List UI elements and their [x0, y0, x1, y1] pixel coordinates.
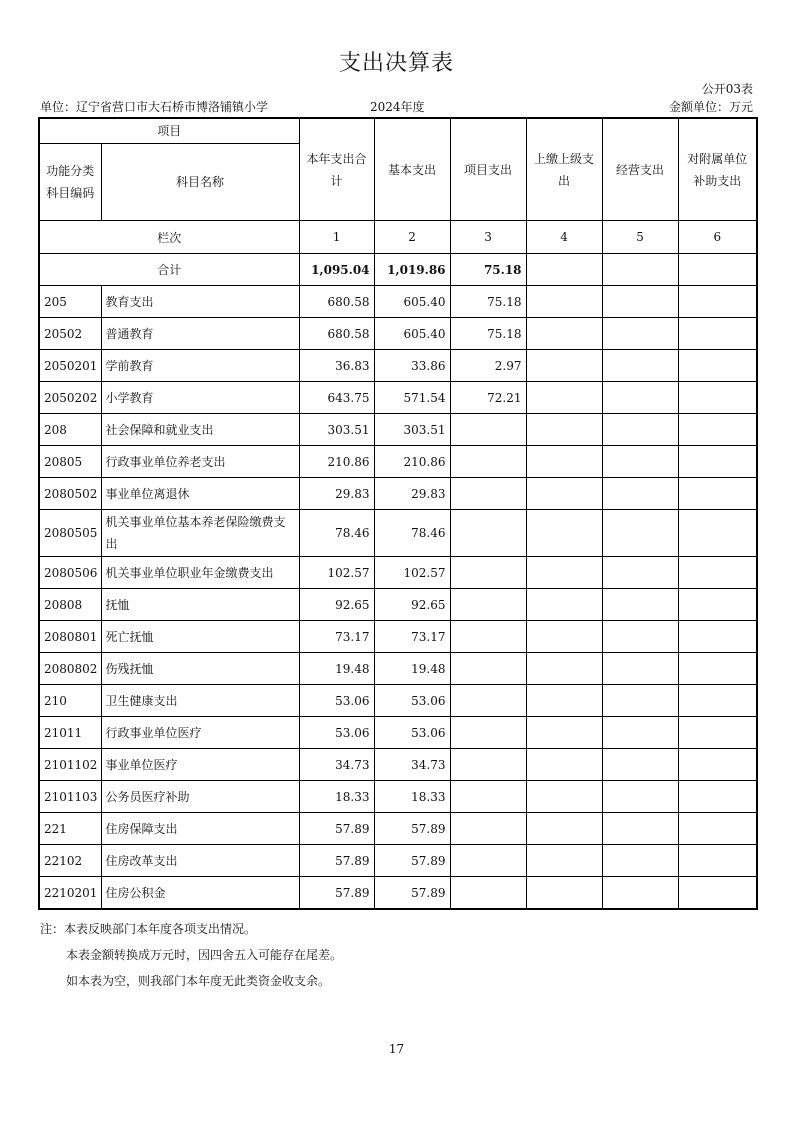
table-row — [39, 717, 757, 749]
table-row — [39, 845, 757, 877]
row-code: 21011 — [39, 717, 101, 749]
row-value — [678, 318, 757, 350]
total-value — [678, 254, 757, 286]
col-index-label: 栏次 — [39, 221, 299, 254]
row-value — [602, 781, 678, 813]
table-row — [39, 446, 757, 478]
notes — [40, 916, 342, 994]
total-value: 1,019.86 — [374, 254, 450, 286]
col-index: 1 — [299, 221, 374, 254]
row-value — [678, 877, 757, 910]
table-row — [39, 478, 757, 510]
row-value: 57.89 — [299, 845, 374, 877]
row-name: 机关事业单位职业年金缴费支出 — [101, 557, 299, 589]
table-row — [39, 877, 757, 910]
row-value: 75.18 — [450, 286, 526, 318]
col-index: 4 — [526, 221, 602, 254]
table-number: 公开03表 — [701, 82, 753, 96]
row-value — [602, 286, 678, 318]
row-value — [678, 286, 757, 318]
row-value — [678, 589, 757, 621]
row-name: 抚恤 — [101, 589, 299, 621]
row-name: 事业单位医疗 — [101, 749, 299, 781]
col-index: 2 — [374, 221, 450, 254]
table-row — [39, 813, 757, 845]
row-value — [526, 318, 602, 350]
row-value — [526, 446, 602, 478]
row-code: 2210201 — [39, 877, 101, 910]
row-value — [526, 589, 602, 621]
row-value — [678, 621, 757, 653]
row-name: 事业单位离退休 — [101, 478, 299, 510]
total-value — [526, 254, 602, 286]
row-value — [602, 813, 678, 845]
row-name: 机关事业单位基本养老保险缴费支出 — [101, 510, 299, 557]
table-row — [39, 350, 757, 382]
row-value — [526, 845, 602, 877]
row-name: 行政事业单位医疗 — [101, 717, 299, 749]
row-name: 住房改革支出 — [101, 845, 299, 877]
row-code: 2080801 — [39, 621, 101, 653]
row-code: 22102 — [39, 845, 101, 877]
total-label: 合计 — [39, 254, 299, 286]
row-value — [602, 877, 678, 910]
total-value: 75.18 — [450, 254, 526, 286]
row-value — [526, 685, 602, 717]
row-value — [602, 318, 678, 350]
table-row — [39, 510, 757, 557]
row-code: 2101102 — [39, 749, 101, 781]
col-index: 3 — [450, 221, 526, 254]
row-value: 75.18 — [450, 318, 526, 350]
row-value: 73.17 — [374, 621, 450, 653]
row-value: 78.46 — [374, 510, 450, 557]
row-name: 学前教育 — [101, 350, 299, 382]
row-value: 303.51 — [374, 414, 450, 446]
row-value — [526, 653, 602, 685]
row-code: 2080502 — [39, 478, 101, 510]
row-value — [602, 717, 678, 749]
row-value — [678, 653, 757, 685]
row-value — [526, 510, 602, 557]
money-unit-label: 金额单位：万元 — [668, 100, 753, 114]
row-value: 605.40 — [374, 286, 450, 318]
page-number: 17 — [388, 1042, 405, 1056]
row-code: 205 — [39, 286, 101, 318]
table-row — [39, 685, 757, 717]
row-value — [678, 350, 757, 382]
note: 如本表为空，则我部门本年度无此类资金收支余。 — [66, 974, 331, 988]
row-code: 2050202 — [39, 382, 101, 414]
row-value: 57.89 — [374, 845, 450, 877]
row-value — [602, 510, 678, 557]
header-col-2: 基本支出 — [374, 118, 450, 221]
table-row — [39, 382, 757, 414]
row-value: 19.48 — [374, 653, 450, 685]
row-value — [678, 510, 757, 557]
col-index: 5 — [602, 221, 678, 254]
row-value — [602, 350, 678, 382]
note: 本表金额转换成万元时，因四舍五入可能存在尾差。 — [66, 948, 343, 962]
header-item: 项目 — [39, 118, 299, 144]
row-value — [526, 382, 602, 414]
row-code: 2080506 — [39, 557, 101, 589]
row-name: 伤残抚恤 — [101, 653, 299, 685]
row-value: 18.33 — [299, 781, 374, 813]
row-code: 208 — [39, 414, 101, 446]
row-value — [450, 781, 526, 813]
row-value: 92.65 — [374, 589, 450, 621]
row-value: 29.83 — [374, 478, 450, 510]
row-value — [678, 749, 757, 781]
row-value — [450, 510, 526, 557]
row-value — [678, 845, 757, 877]
row-value: 78.46 — [299, 510, 374, 557]
total-value: 1,095.04 — [299, 254, 374, 286]
row-value — [678, 685, 757, 717]
note: 注：本表反映部门本年度各项支出情况。 — [40, 922, 257, 936]
row-value — [526, 557, 602, 589]
row-name: 社会保障和就业支出 — [101, 414, 299, 446]
row-value: 92.65 — [299, 589, 374, 621]
row-code: 210 — [39, 685, 101, 717]
row-value: 53.06 — [299, 717, 374, 749]
row-value — [526, 781, 602, 813]
header-col-4: 上缴上级支出 — [526, 118, 602, 221]
row-code: 2080505 — [39, 510, 101, 557]
row-value: 210.86 — [299, 446, 374, 478]
header-name: 科目名称 — [101, 144, 299, 221]
row-name: 住房保障支出 — [101, 813, 299, 845]
row-name: 公务员医疗补助 — [101, 781, 299, 813]
row-value: 34.73 — [374, 749, 450, 781]
row-value — [450, 557, 526, 589]
col-index: 6 — [678, 221, 757, 254]
row-value: 53.06 — [374, 717, 450, 749]
row-value: 102.57 — [299, 557, 374, 589]
row-value: 33.86 — [374, 350, 450, 382]
row-name: 教育支出 — [101, 286, 299, 318]
row-value — [526, 478, 602, 510]
row-name: 普通教育 — [101, 318, 299, 350]
row-value — [450, 414, 526, 446]
total-row — [39, 254, 757, 286]
row-value — [678, 717, 757, 749]
total-value — [602, 254, 678, 286]
row-value — [602, 589, 678, 621]
row-code: 2101103 — [39, 781, 101, 813]
header-col-1: 本年支出合计 — [299, 118, 374, 221]
row-value — [526, 749, 602, 781]
row-value — [450, 653, 526, 685]
row-code: 2080802 — [39, 653, 101, 685]
row-value: 53.06 — [299, 685, 374, 717]
row-value — [602, 685, 678, 717]
table-row — [39, 557, 757, 589]
row-value: 36.83 — [299, 350, 374, 382]
row-value — [450, 621, 526, 653]
row-value — [450, 845, 526, 877]
table-row — [39, 589, 757, 621]
page-title: 支出决算表 — [338, 51, 454, 76]
row-code: 221 — [39, 813, 101, 845]
row-value — [602, 749, 678, 781]
row-value — [678, 781, 757, 813]
row-value: 57.89 — [374, 813, 450, 845]
row-value — [450, 478, 526, 510]
row-value — [526, 877, 602, 910]
row-value: 73.17 — [299, 621, 374, 653]
row-value — [602, 845, 678, 877]
row-value: 605.40 — [374, 318, 450, 350]
row-value: 680.58 — [299, 318, 374, 350]
row-value — [450, 685, 526, 717]
year-label: 2024年度 — [370, 100, 425, 114]
row-value: 57.89 — [374, 877, 450, 910]
row-name: 住房公积金 — [101, 877, 299, 910]
row-value — [526, 717, 602, 749]
row-value: 102.57 — [374, 557, 450, 589]
row-name: 卫生健康支出 — [101, 685, 299, 717]
row-value — [450, 717, 526, 749]
row-value: 210.86 — [374, 446, 450, 478]
header-col-6: 对附属单位补助支出 — [678, 118, 757, 221]
table-row — [39, 414, 757, 446]
row-value — [526, 286, 602, 318]
expenditure-table — [38, 117, 758, 910]
row-name: 行政事业单位养老支出 — [101, 446, 299, 478]
table-row — [39, 781, 757, 813]
row-name: 死亡抚恤 — [101, 621, 299, 653]
row-value: 57.89 — [299, 877, 374, 910]
row-code: 20502 — [39, 318, 101, 350]
row-value — [526, 414, 602, 446]
row-name: 小学教育 — [101, 382, 299, 414]
row-value — [678, 813, 757, 845]
row-value — [450, 813, 526, 845]
row-value: 571.54 — [374, 382, 450, 414]
row-value — [450, 446, 526, 478]
row-value — [450, 749, 526, 781]
row-value — [602, 653, 678, 685]
row-code: 20805 — [39, 446, 101, 478]
row-value — [602, 557, 678, 589]
row-value — [602, 621, 678, 653]
row-value: 53.06 — [374, 685, 450, 717]
row-value: 34.73 — [299, 749, 374, 781]
table-row — [39, 749, 757, 781]
row-code: 2050201 — [39, 350, 101, 382]
row-value: 643.75 — [299, 382, 374, 414]
row-value — [450, 877, 526, 910]
header-code: 功能分类科目编码 — [39, 144, 101, 221]
row-value — [526, 621, 602, 653]
row-value — [602, 478, 678, 510]
row-value — [678, 557, 757, 589]
row-value — [526, 350, 602, 382]
row-value: 2.97 — [450, 350, 526, 382]
row-value — [678, 382, 757, 414]
row-value: 72.21 — [450, 382, 526, 414]
row-value — [678, 478, 757, 510]
table-row — [39, 318, 757, 350]
table-row — [39, 286, 757, 318]
row-value: 57.89 — [299, 813, 374, 845]
row-value — [450, 589, 526, 621]
row-value — [678, 414, 757, 446]
row-code: 20808 — [39, 589, 101, 621]
row-value — [678, 446, 757, 478]
row-value: 29.83 — [299, 478, 374, 510]
row-value: 19.48 — [299, 653, 374, 685]
row-value: 680.58 — [299, 286, 374, 318]
table-row — [39, 653, 757, 685]
row-value — [602, 382, 678, 414]
row-value — [602, 446, 678, 478]
row-value — [526, 813, 602, 845]
header-col-3: 项目支出 — [450, 118, 526, 221]
row-value: 18.33 — [374, 781, 450, 813]
header-col-5: 经营支出 — [602, 118, 678, 221]
table-row — [39, 621, 757, 653]
row-value — [602, 414, 678, 446]
unit-label: 单位：辽宁省营口市大石桥市博洛铺镇小学 — [40, 100, 269, 114]
row-value: 303.51 — [299, 414, 374, 446]
